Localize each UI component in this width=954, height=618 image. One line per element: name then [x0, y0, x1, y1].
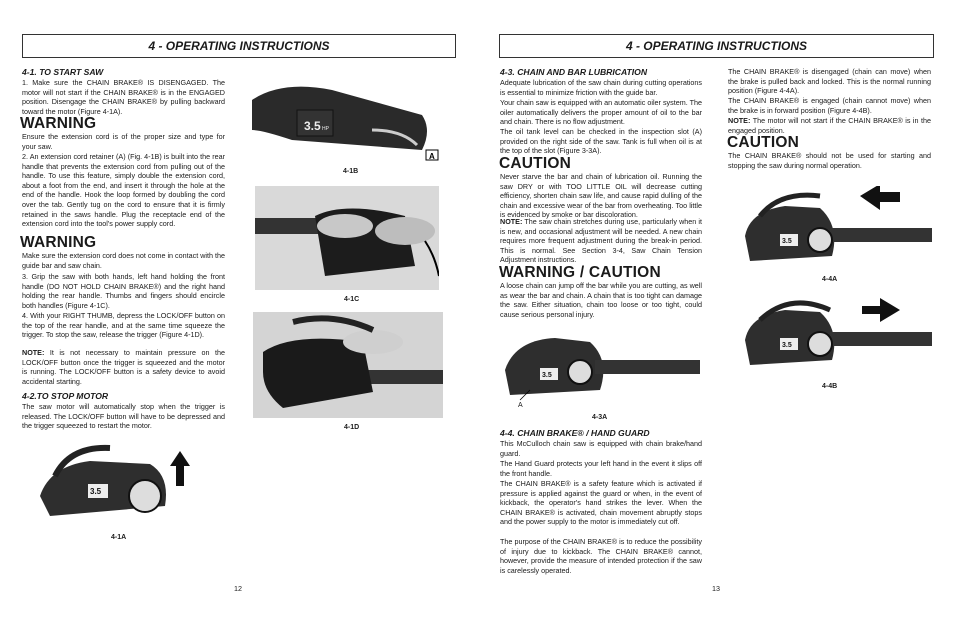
- caution-1-text: Never starve the bar and chain of lubrication oil. Running the saw DRY or with TOO LITTLE OIL will decrease cutting efficiency, shorten chain saw life, and cause rapid dulling of the chain and excessive wear of the bar from overheating. Too little is evidenced by smoke or bar discoloration.: [500, 172, 702, 220]
- hp-badge-4a: 3.5: [782, 238, 792, 245]
- caution-1-note: [500, 217, 702, 265]
- figure-4-1c-caption: 4-1C: [344, 296, 360, 303]
- step-1-text: 1. Make sure the CHAIN BRAKE® IS DISENGAGED. The motor will not start if the CHAIN BRAKE® is in the ENGAGED position. Disengage the CHAIN BRAKE® by pulling backward toward the motor (Figure 4-1A).: [22, 78, 225, 116]
- figure-4-4a-caption: 4-4A: [822, 276, 838, 283]
- right-page-number: 13: [712, 584, 720, 593]
- figure-4-1b: [252, 70, 440, 164]
- section-4-3-para-3: The oil tank level can be checked in the inspection slot (A) provided on the right side of the saw. Tank is full when oil is at the top of the slot (Figure 3-3A).: [500, 127, 702, 156]
- section-4-2-title: 4-2.TO STOP MOTOR: [22, 391, 109, 401]
- note-body: It is not necessary to maintain pressure on the LOCK/OFF button once the trigger is squeezed and the motor is running. The LOCK/OFF button is a safety device to avoid accidental starting.: [22, 348, 225, 386]
- figure-4-1b-label-a: A: [429, 152, 435, 161]
- hp-badge-text: 3.5: [90, 487, 102, 496]
- figure-4-3a: [500, 330, 700, 402]
- step-4-text: 4. With your RIGHT THUMB, depress the LOCK/OFF button on the top of the rear handle, and at the same time squeeze the trigger. To stop the saw, release the trigger (Figure 4-1D).: [22, 311, 225, 340]
- section-4-3-para-1: Adequate lubrication of the saw chain during cutting operations is essential to minimize friction with the guide bar.: [500, 78, 702, 97]
- caution-1-note-label: NOTE:: [500, 217, 523, 226]
- caution-heading-1: CAUTION: [499, 155, 572, 172]
- figure-4-1d-caption: 4-1D: [344, 424, 360, 431]
- figure-4-3a-caption: 4-3A: [592, 414, 608, 421]
- caution-1-note-body: The saw chain stretches during use, particularly when it is new, and occasional adjustment will be needed. A new chain requires more frequent adjustment during the break-in period. This is normal. See Section 3-4, Saw Chain Tension Adjustment instructions.: [500, 217, 702, 265]
- warning-caution-heading: WARNING / CAUTION: [499, 264, 661, 281]
- figure-4-1a-caption: 4-1A: [111, 534, 127, 541]
- hp-unit-1b: HP: [322, 126, 329, 132]
- brake-engaged-text: The CHAIN BRAKE® is engaged (chain cannot move) when the brake is in forward position (Figure 4-4B).: [728, 96, 931, 115]
- section-4-4-para-4: The purpose of the CHAIN BRAKE® is to reduce the possibility of injury due to kickback. The CHAIN BRAKE® cannot, however, provide the measure of intended protection if the saw is carelessly operated.: [500, 537, 702, 575]
- section-4-4-para-3: The CHAIN BRAKE® is a safety feature which is activated if pressure is applied against the guard or when, in the event of kickback, the operator's hand strikes the lever. When the CHAIN BRAKE® is activated, chain movement abruptly stops and the power supply to the motor is immediately cut off.: [500, 479, 702, 527]
- figure-4-3a-label-a: A: [518, 402, 523, 409]
- figure-4-1b-caption: 4-1B: [343, 168, 359, 175]
- brake-disengaged-text: The CHAIN BRAKE® is disengaged (chain can move) when the brake is pulled back and locked. This is the normal running position (Figure 4-4A).: [728, 67, 931, 96]
- section-4-4-para-2: The Hand Guard protects your left hand in the event it slips off the front handle.: [500, 459, 702, 478]
- hp-badge-4b: 3.5: [782, 342, 792, 349]
- figure-4-1c: [255, 186, 439, 290]
- warning-2-text: Make sure the extension cord does not come in contact with the guide bar and saw chain.: [22, 251, 225, 270]
- caution-2-text: The CHAIN BRAKE® should not be used for starting and stopping the saw during normal operation.: [728, 151, 931, 170]
- brake-note-text: [728, 116, 931, 135]
- hp-badge-1b: 3.5: [304, 119, 321, 133]
- figure-4-4a: [740, 186, 932, 270]
- left-page-header: 4 - OPERATING INSTRUCTIONS: [22, 34, 456, 58]
- caution-heading-2: CAUTION: [727, 134, 800, 151]
- brake-note-label: NOTE:: [728, 116, 751, 125]
- note-label: NOTE:: [22, 348, 45, 357]
- warning-1-text: Ensure the extension cord is of the proper size and type for your saw.: [22, 132, 225, 151]
- section-4-4-title: 4-4. CHAIN BRAKE® / HAND GUARD: [500, 428, 650, 438]
- figure-4-1a: [30, 436, 206, 528]
- right-page-header: 4 - OPERATING INSTRUCTIONS: [499, 34, 934, 58]
- left-page-number: 12: [234, 584, 242, 593]
- warning-heading-2: WARNING: [20, 234, 97, 251]
- figure-4-4b-caption: 4-4B: [822, 383, 838, 390]
- figure-4-4b: [740, 290, 932, 374]
- hp-badge-3a: 3.5: [542, 372, 552, 379]
- section-4-3-para-2: Your chain saw is equipped with an automatic oiler system. The oiler automatically delivers the proper amount of oil to the bar and chain. There is no flow adjustment.: [500, 98, 702, 127]
- note-text: [22, 348, 225, 386]
- section-4-4-para-1: This McCulloch chain saw is equipped with chain brake/hand guard.: [500, 439, 702, 458]
- figure-4-1d: [253, 312, 443, 418]
- section-4-2-text: The saw motor will automatically stop when the trigger is released. The LOCK/OFF button will have to be depressed and the trigger squeezed to restart the motor.: [22, 402, 225, 431]
- warning-caution-text: A loose chain can jump off the bar while you are cutting, as well as wear the bar and chain. A chain that is too tight can damage the saw. Either situation, chain too loose or too tight, could cause serious personal injury.: [500, 281, 702, 319]
- step-3-text: 3. Grip the saw with both hands, left hand holding the front handle (DO NOT HOLD CHAIN BRAKE®) and the right hand holding the rear handle. Thumbs and fingers should encircle both handles (Figure 4-1C).: [22, 272, 225, 310]
- warning-heading-1: WARNING: [20, 115, 97, 132]
- brake-note-body: The motor will not start if the CHAIN BRAKE® is in the engaged position.: [728, 116, 931, 135]
- section-4-1-title: 4-1. TO START SAW: [22, 67, 104, 77]
- step-2-text: 2. An extension cord retainer (A) (Fig. 4-1B) is built into the rear handle that prevents the extension cord from pulling out of the handle. To use this feature, simply double the extension cord, about a foot from the end, and insert it through the hole at the end of the handle. Hook the loop formed by doubling the cord over the tab. Gently tug on the cord to ensure that it is firmly retained in the saws handle. Plug the receptacle end of the extension cord into the tool's power supply cord.: [22, 152, 225, 229]
- section-4-3-title: 4-3. CHAIN AND BAR LUBRICATION: [500, 67, 648, 77]
